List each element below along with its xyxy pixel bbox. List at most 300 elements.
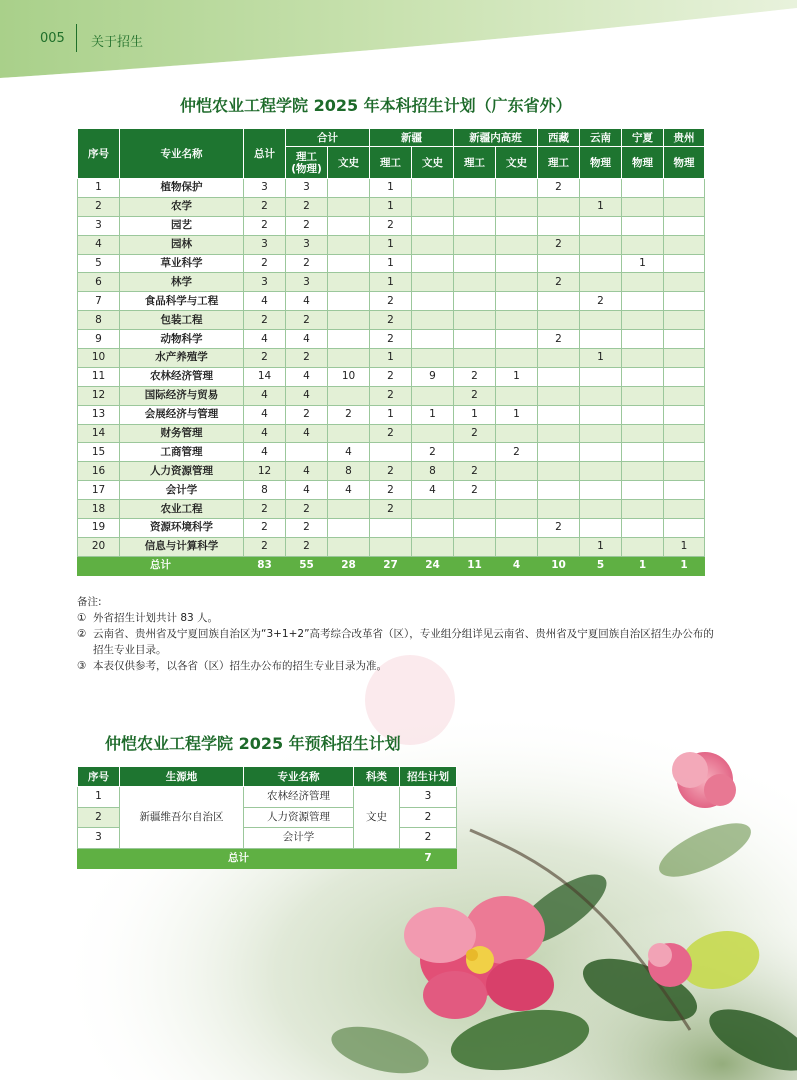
cell-major: 会计学 <box>244 828 354 849</box>
cell-major: 水产养殖学 <box>120 349 244 368</box>
cell-xjc-arts: 2 <box>496 443 538 462</box>
cell-total-sci: 2 <box>286 537 328 556</box>
header-total: 总计 <box>244 129 286 179</box>
cell-total-arts: 4 <box>328 481 370 500</box>
cell-nx-phys <box>622 330 664 349</box>
cell-xjc-arts <box>496 273 538 292</box>
note-mark: ② <box>77 628 87 640</box>
cell-yn-phys: 1 <box>580 349 622 368</box>
cell-xjc-sci <box>454 197 496 216</box>
cell-total-arts: 8 <box>328 462 370 481</box>
cell-index: 10 <box>78 349 120 368</box>
cell-gz-phys <box>664 462 705 481</box>
table-row <box>78 311 705 330</box>
cell-xjc-arts <box>496 311 538 330</box>
cell-major: 园林 <box>120 235 244 254</box>
cell-index: 14 <box>78 424 120 443</box>
header-index: 序号 <box>78 767 120 787</box>
cell-xj-arts <box>412 519 454 538</box>
total-value: 28 <box>328 556 370 575</box>
cell-total-arts <box>328 537 370 556</box>
cell-xj-arts <box>412 254 454 273</box>
cell-total-arts <box>328 500 370 519</box>
cell-major: 农林经济管理 <box>244 787 354 808</box>
note-item <box>77 626 717 658</box>
cell-xj-sci: 2 <box>370 462 412 481</box>
cell-index: 4 <box>78 235 120 254</box>
cell-xj-sci: 1 <box>370 273 412 292</box>
cell-xjc-sci <box>454 235 496 254</box>
cell-yn-phys <box>580 216 622 235</box>
cell-xjc-sci: 2 <box>454 462 496 481</box>
cell-major: 农学 <box>120 197 244 216</box>
header-arts: 文史 <box>328 147 370 179</box>
cell-xz-sci: 2 <box>538 330 580 349</box>
note-text: 外省招生计划共计 83 人。 <box>93 612 219 624</box>
preparatory-plan-title: 仲恺农业工程学院 2025 年预科招生计划 <box>105 734 401 753</box>
total-value: 11 <box>454 556 496 575</box>
cell-xjc-arts <box>496 292 538 311</box>
cell-index: 3 <box>78 828 120 849</box>
cell-total: 4 <box>244 292 286 311</box>
cell-index: 15 <box>78 443 120 462</box>
cell-major: 会计学 <box>120 481 244 500</box>
cell-gz-phys: 1 <box>664 537 705 556</box>
cell-xjc-arts <box>496 537 538 556</box>
cell-index: 17 <box>78 481 120 500</box>
cell-plan: 2 <box>400 807 457 828</box>
table-row <box>78 235 705 254</box>
cell-nx-phys <box>622 405 664 424</box>
header-group-xinjiang: 新疆 <box>370 129 454 147</box>
cell-index: 19 <box>78 519 120 538</box>
header-divider <box>76 24 77 52</box>
total-value: 55 <box>286 556 328 575</box>
table-row <box>78 330 705 349</box>
header-source: 生源地 <box>120 767 244 787</box>
cell-xjc-arts <box>496 424 538 443</box>
cell-index: 8 <box>78 311 120 330</box>
cell-total: 4 <box>244 443 286 462</box>
table-row <box>78 405 705 424</box>
total-row <box>78 848 457 868</box>
total-value: 4 <box>496 556 538 575</box>
cell-xz-sci <box>538 197 580 216</box>
cell-major: 国际经济与贸易 <box>120 386 244 405</box>
cell-xj-sci: 1 <box>370 197 412 216</box>
cell-xz-sci <box>538 481 580 500</box>
cell-total-arts: 10 <box>328 367 370 386</box>
cell-nx-phys <box>622 519 664 538</box>
cell-total-sci: 3 <box>286 179 328 198</box>
cell-nx-phys <box>622 179 664 198</box>
cell-xz-sci: 2 <box>538 273 580 292</box>
cell-major: 植物保护 <box>120 179 244 198</box>
cell-xj-arts <box>412 197 454 216</box>
cell-xjc-sci: 1 <box>454 405 496 424</box>
cell-gz-phys <box>664 311 705 330</box>
cell-xj-arts: 4 <box>412 481 454 500</box>
note-item <box>77 610 717 626</box>
cell-total-sci: 4 <box>286 330 328 349</box>
cell-total-arts <box>328 386 370 405</box>
notes <box>77 594 717 674</box>
cell-xj-arts <box>412 216 454 235</box>
cell-total-arts <box>328 349 370 368</box>
cell-yn-phys <box>580 311 622 330</box>
cell-xjc-sci <box>454 349 496 368</box>
total-value: 83 <box>244 556 286 575</box>
cell-xz-sci <box>538 405 580 424</box>
cell-index: 1 <box>78 179 120 198</box>
cell-yn-phys: 1 <box>580 197 622 216</box>
cell-gz-phys <box>664 519 705 538</box>
cell-xj-sci: 1 <box>370 235 412 254</box>
cell-gz-phys <box>664 349 705 368</box>
header-sci: 理工 <box>370 147 412 179</box>
cell-xz-sci: 2 <box>538 235 580 254</box>
total-value: 5 <box>580 556 622 575</box>
cell-total-sci: 2 <box>286 216 328 235</box>
cell-plan: 3 <box>400 787 457 808</box>
cell-xjc-arts: 1 <box>496 367 538 386</box>
cell-total-arts <box>328 216 370 235</box>
cell-nx-phys: 1 <box>622 254 664 273</box>
cell-gz-phys <box>664 273 705 292</box>
cell-xjc-sci <box>454 216 496 235</box>
cell-total-arts <box>328 179 370 198</box>
table-row <box>78 254 705 273</box>
cell-nx-phys <box>622 235 664 254</box>
cell-yn-phys <box>580 424 622 443</box>
header-group-xizang: 西藏 <box>538 129 580 147</box>
cell-yn-phys: 2 <box>580 292 622 311</box>
cell-major: 草业科学 <box>120 254 244 273</box>
total-value: 1 <box>664 556 705 575</box>
table-row <box>78 367 705 386</box>
cell-xjc-arts <box>496 216 538 235</box>
cell-xj-arts: 8 <box>412 462 454 481</box>
header-major: 专业名称 <box>244 767 354 787</box>
cell-xjc-sci: 2 <box>454 386 496 405</box>
table-row <box>78 787 457 808</box>
cell-total-arts <box>328 519 370 538</box>
cell-gz-phys <box>664 424 705 443</box>
cell-gz-phys <box>664 254 705 273</box>
cell-xjc-sci: 2 <box>454 424 496 443</box>
cell-total: 2 <box>244 311 286 330</box>
cell-xjc-arts: 1 <box>496 405 538 424</box>
cell-xz-sci <box>538 443 580 462</box>
cell-nx-phys <box>622 273 664 292</box>
notes-heading: 备注: <box>77 596 102 608</box>
cell-nx-phys <box>622 292 664 311</box>
cell-xz-sci: 2 <box>538 179 580 198</box>
cell-xj-arts: 9 <box>412 367 454 386</box>
total-label: 总计 <box>78 848 400 868</box>
cell-gz-phys <box>664 179 705 198</box>
cell-nx-phys <box>622 424 664 443</box>
cell-total-sci: 4 <box>286 292 328 311</box>
cell-yn-phys <box>580 481 622 500</box>
cell-index: 2 <box>78 197 120 216</box>
cell-total: 2 <box>244 519 286 538</box>
cell-yn-phys <box>580 500 622 519</box>
cell-total-sci: 4 <box>286 462 328 481</box>
cell-yn-phys <box>580 330 622 349</box>
note-mark: ③ <box>77 660 87 672</box>
cell-xj-arts <box>412 292 454 311</box>
cell-yn-phys <box>580 273 622 292</box>
cell-xjc-arts <box>496 519 538 538</box>
cell-xj-arts <box>412 311 454 330</box>
cell-total-arts <box>328 254 370 273</box>
table-row <box>78 519 705 538</box>
cell-major: 食品科学与工程 <box>120 292 244 311</box>
cell-xj-arts <box>412 500 454 519</box>
cell-gz-phys <box>664 367 705 386</box>
cell-major: 资源环境科学 <box>120 519 244 538</box>
cell-xjc-sci: 2 <box>454 367 496 386</box>
cell-major: 财务管理 <box>120 424 244 443</box>
cell-xjc-arts <box>496 462 538 481</box>
note-mark: ① <box>77 612 87 624</box>
cell-total-sci: 4 <box>286 481 328 500</box>
table-row <box>78 292 705 311</box>
cell-nx-phys <box>622 537 664 556</box>
cell-xjc-sci <box>454 311 496 330</box>
cell-xj-arts <box>412 179 454 198</box>
header-sci-phys: 理工 (物理) <box>286 147 328 179</box>
cell-gz-phys <box>664 292 705 311</box>
cell-total-sci: 2 <box>286 500 328 519</box>
cell-xjc-arts <box>496 349 538 368</box>
cell-index: 13 <box>78 405 120 424</box>
cell-xj-arts <box>412 330 454 349</box>
cell-xj-sci: 2 <box>370 367 412 386</box>
table-row <box>78 424 705 443</box>
cell-total: 2 <box>244 216 286 235</box>
header-arts: 文史 <box>412 147 454 179</box>
cell-xz-sci <box>538 311 580 330</box>
cell-major: 包装工程 <box>120 311 244 330</box>
table-row <box>78 349 705 368</box>
header-phys: 物理 <box>664 147 705 179</box>
cell-gz-phys <box>664 405 705 424</box>
cell-xjc-sci <box>454 330 496 349</box>
cell-xj-sci: 2 <box>370 424 412 443</box>
table-row <box>78 386 705 405</box>
cell-major: 人力资源管理 <box>120 462 244 481</box>
cell-total-arts <box>328 292 370 311</box>
cell-xj-sci <box>370 443 412 462</box>
header-phys: 物理 <box>622 147 664 179</box>
cell-gz-phys <box>664 481 705 500</box>
cell-gz-phys <box>664 197 705 216</box>
cell-total-sci <box>286 443 328 462</box>
cell-major: 农林经济管理 <box>120 367 244 386</box>
cell-nx-phys <box>622 367 664 386</box>
cell-plan: 2 <box>400 828 457 849</box>
cell-gz-phys <box>664 500 705 519</box>
cell-total-arts <box>328 197 370 216</box>
cell-total: 12 <box>244 462 286 481</box>
cell-index: 18 <box>78 500 120 519</box>
cell-total: 3 <box>244 235 286 254</box>
header-group-guizhou: 贵州 <box>664 129 705 147</box>
cell-gz-phys <box>664 235 705 254</box>
cell-xj-sci: 1 <box>370 405 412 424</box>
header-phys: 物理 <box>580 147 622 179</box>
table-row <box>78 273 705 292</box>
cell-major: 会展经济与管理 <box>120 405 244 424</box>
cell-total: 2 <box>244 254 286 273</box>
cell-xjc-arts <box>496 179 538 198</box>
cell-xj-sci <box>370 519 412 538</box>
cell-xj-sci: 2 <box>370 386 412 405</box>
cell-xj-sci: 1 <box>370 349 412 368</box>
cell-source: 新疆维吾尔自治区 <box>120 787 244 849</box>
cell-major: 园艺 <box>120 216 244 235</box>
cell-xj-arts <box>412 349 454 368</box>
cell-nx-phys <box>622 500 664 519</box>
table-row <box>78 537 705 556</box>
cell-gz-phys <box>664 386 705 405</box>
cell-total-sci: 2 <box>286 254 328 273</box>
undergraduate-plan-table <box>77 128 705 576</box>
cell-xj-sci: 2 <box>370 481 412 500</box>
cell-nx-phys <box>622 481 664 500</box>
cell-total: 4 <box>244 405 286 424</box>
cell-index: 1 <box>78 787 120 808</box>
cell-xz-sci: 2 <box>538 519 580 538</box>
cell-total-arts: 4 <box>328 443 370 462</box>
cell-xjc-arts <box>496 254 538 273</box>
cell-xjc-arts <box>496 386 538 405</box>
cell-xjc-arts <box>496 330 538 349</box>
page-number: 005 <box>40 31 65 46</box>
total-value: 24 <box>412 556 454 575</box>
cell-xz-sci <box>538 292 580 311</box>
cell-total: 2 <box>244 197 286 216</box>
cell-xjc-arts <box>496 500 538 519</box>
cell-xjc-arts <box>496 235 538 254</box>
cell-total: 3 <box>244 273 286 292</box>
header-group-xinjiang-class: 新疆内高班 <box>454 129 538 147</box>
cell-total-arts: 2 <box>328 405 370 424</box>
header-plan: 招生计划 <box>400 767 457 787</box>
table-row <box>78 500 705 519</box>
cell-total-arts <box>328 424 370 443</box>
cell-total: 4 <box>244 386 286 405</box>
cell-xjc-sci <box>454 273 496 292</box>
table-row <box>78 216 705 235</box>
cell-index: 20 <box>78 537 120 556</box>
cell-xjc-sci <box>454 500 496 519</box>
cell-total-sci: 2 <box>286 519 328 538</box>
cell-xjc-sci <box>454 443 496 462</box>
cell-xj-sci: 2 <box>370 500 412 519</box>
cell-xz-sci <box>538 254 580 273</box>
cell-xz-sci <box>538 500 580 519</box>
cell-xj-arts <box>412 424 454 443</box>
preparatory-plan-table <box>77 766 457 869</box>
cell-index: 12 <box>78 386 120 405</box>
total-value: 7 <box>400 848 457 868</box>
cell-major: 信息与计算科学 <box>120 537 244 556</box>
cell-index: 16 <box>78 462 120 481</box>
total-row <box>78 556 705 575</box>
cell-nx-phys <box>622 311 664 330</box>
cell-xz-sci <box>538 349 580 368</box>
cell-xj-sci: 1 <box>370 179 412 198</box>
cell-total-sci: 4 <box>286 386 328 405</box>
cell-xz-sci <box>538 537 580 556</box>
cell-xjc-sci <box>454 519 496 538</box>
cell-major: 人力资源管理 <box>244 807 354 828</box>
cell-total: 4 <box>244 424 286 443</box>
cell-index: 7 <box>78 292 120 311</box>
table-row <box>78 197 705 216</box>
header-group-ningxia: 宁夏 <box>622 129 664 147</box>
cell-xj-sci: 2 <box>370 292 412 311</box>
header-sci: 理工 <box>454 147 496 179</box>
cell-nx-phys <box>622 462 664 481</box>
cell-xj-arts <box>412 235 454 254</box>
undergraduate-plan-title: 仲恺农业工程学院 2025 年本科招生计划（广东省外） <box>180 96 572 115</box>
cell-total-arts <box>328 330 370 349</box>
note-item <box>77 658 717 674</box>
cell-xz-sci <box>538 367 580 386</box>
cell-total-arts <box>328 273 370 292</box>
cell-gz-phys <box>664 330 705 349</box>
cell-yn-phys <box>580 519 622 538</box>
cell-xj-sci: 2 <box>370 330 412 349</box>
note-text: 云南省、贵州省及宁夏回族自治区为“3+1+2”高考综合改革省（区），专业组分组详见云南省、贵州省及宁夏回族自治区招生办公布的招生专业目录。 <box>93 628 714 656</box>
cell-xj-arts <box>412 537 454 556</box>
cell-gz-phys <box>664 216 705 235</box>
cell-total: 3 <box>244 179 286 198</box>
cell-index: 11 <box>78 367 120 386</box>
cell-total-sci: 2 <box>286 311 328 330</box>
header-group-yunnan: 云南 <box>580 129 622 147</box>
header-sci: 理工 <box>538 147 580 179</box>
cell-total-arts <box>328 311 370 330</box>
cell-xjc-arts <box>496 481 538 500</box>
cell-xjc-sci <box>454 254 496 273</box>
header-major: 专业名称 <box>120 129 244 179</box>
header-arts: 文史 <box>496 147 538 179</box>
cell-total-sci: 2 <box>286 197 328 216</box>
cell-total: 4 <box>244 330 286 349</box>
cell-xz-sci <box>538 386 580 405</box>
cell-xjc-sci: 2 <box>454 481 496 500</box>
cell-total-sci: 4 <box>286 367 328 386</box>
cell-yn-phys <box>580 405 622 424</box>
cell-index: 6 <box>78 273 120 292</box>
cell-xj-arts: 1 <box>412 405 454 424</box>
cell-major: 林学 <box>120 273 244 292</box>
cell-xj-arts: 2 <box>412 443 454 462</box>
cell-total-sci: 3 <box>286 273 328 292</box>
total-value: 10 <box>538 556 580 575</box>
cell-gz-phys <box>664 443 705 462</box>
cell-total-arts <box>328 235 370 254</box>
cell-xz-sci <box>538 216 580 235</box>
cell-nx-phys <box>622 386 664 405</box>
header-group-total: 合计 <box>286 129 370 147</box>
cell-yn-phys <box>580 386 622 405</box>
